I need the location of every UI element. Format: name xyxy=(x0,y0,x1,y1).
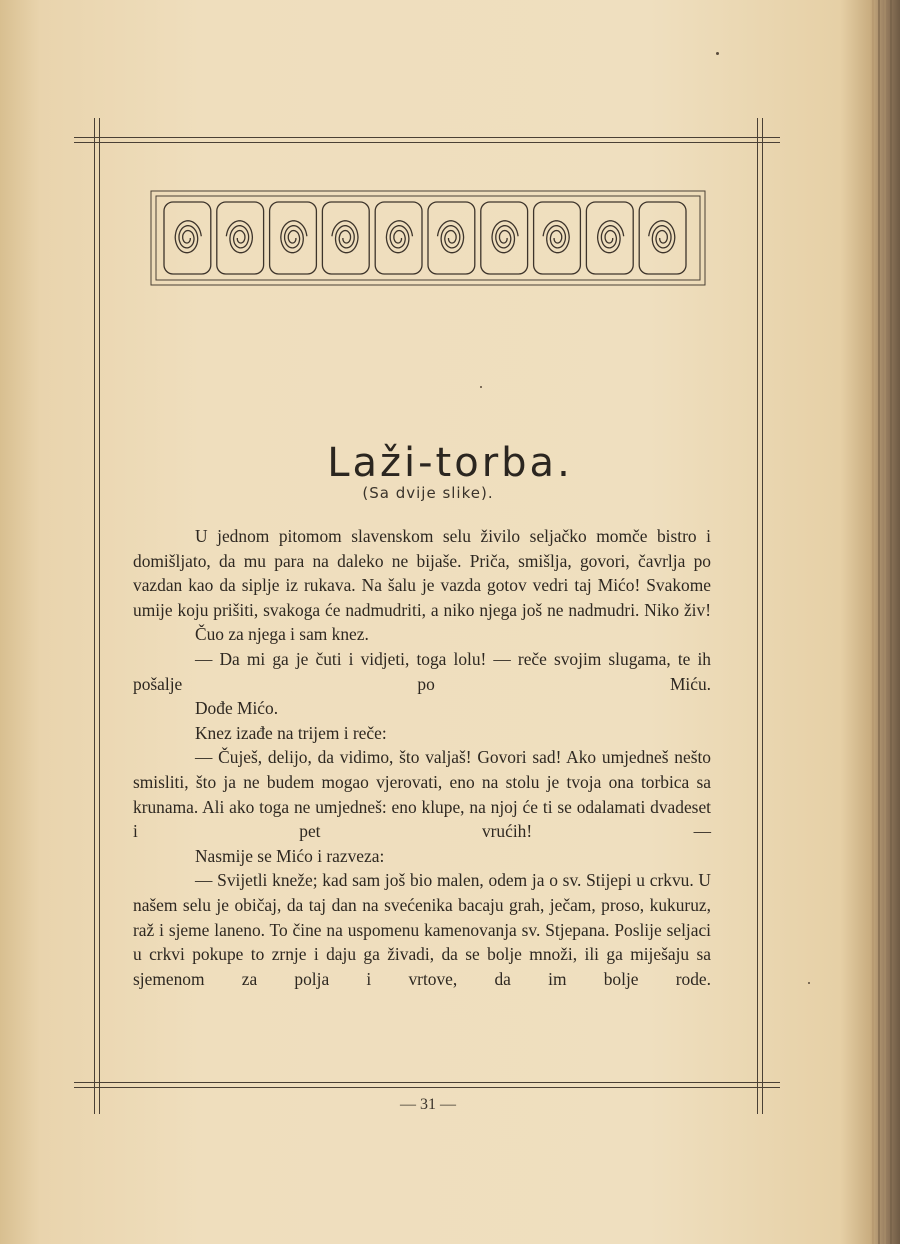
spiral-tile xyxy=(375,202,422,274)
paragraph: Dođe Mićo. xyxy=(195,698,279,719)
spiral-ornament-band xyxy=(150,190,706,286)
paragraph: U jednom pitomom slavenskom selu živilo seljačko momče bistro i domišljato, da mu para na daleko ne bijaše. Priča, smišlja, govori, čavrlja po vazdan kao da siplje iz rukava. Na šalu je vazda gotov vedri taj Mićo! Svakome umije koju prišiti, svakoga će nadmudriti, a niko njega još ne nadmudri. Niko živ! xyxy=(133,526,711,620)
spiral-tile xyxy=(639,202,686,274)
spiral-tile xyxy=(481,202,528,274)
story-body xyxy=(133,524,711,991)
paper-speck xyxy=(808,982,810,984)
spiral-tile xyxy=(534,202,581,274)
paragraph: — Svijetli kneže; kad sam još bio malen, odem ja o sv. Stijepi u crkvu. U našem selu je običaj, da taj dan na svećenika bacaju grah, ječam, proso, kukuruz, raž i sjeme laneno. To čine na uspomenu kamenovanja sv. Stjepana. Poslije seljaci u crkvi pokupe to zrnje i daju ga živadi, da se bolje množi, ili ga miješaju sa sjemenom za polja i vrtove, da im bolje rode. xyxy=(133,870,711,989)
paragraph: Nasmije se Mićo i razveza: xyxy=(195,845,385,866)
paper-speck xyxy=(716,52,719,55)
page-number: — 31 — xyxy=(400,1096,456,1113)
page-edge xyxy=(884,0,886,1244)
frame-left-line xyxy=(94,118,95,1114)
paragraph: — Čuješ, delijo, da vidimo, što valjaš! Govori sad! Ako umjedneš nešto smisliti, što ja ne budem mogao vjerovati, eno na stolu je tvoja ona torbica sa krunama. Ali ako toga ne umjedneš: eno klupe, na njoj će ti se odalamati dvadeset i pet vrućih! — xyxy=(133,747,711,842)
spiral-tile xyxy=(586,202,633,274)
frame-bottom-line xyxy=(74,1087,780,1088)
frame-right-line xyxy=(757,118,758,1114)
page-edge xyxy=(890,0,892,1244)
frame-left-line xyxy=(99,118,100,1114)
frame-right-line xyxy=(762,118,763,1114)
paragraph: Čuo za njega i sam knez. xyxy=(195,624,369,645)
paragraph: Knez izađe na trijem i reče: xyxy=(195,722,387,743)
spiral-tile xyxy=(428,202,475,274)
spiral-tile xyxy=(270,202,317,274)
page-edge xyxy=(878,0,880,1244)
frame-top-line xyxy=(74,142,780,143)
story-title: Laži-torba. xyxy=(327,440,573,486)
story-subtitle: (Sa dvije slike). xyxy=(362,484,494,502)
paragraph: — Da mi ga je čuti i vidjeti, toga lolu! — reče svojim slugama, te ih pošalje po Miću. xyxy=(133,648,711,694)
spiral-tile xyxy=(164,202,211,274)
frame-top-line xyxy=(74,137,780,138)
paper-speck xyxy=(480,386,482,388)
frame-bottom-line xyxy=(74,1082,780,1083)
page-edge xyxy=(872,0,874,1244)
spiral-tile xyxy=(217,202,264,274)
spiral-tile xyxy=(322,202,369,274)
